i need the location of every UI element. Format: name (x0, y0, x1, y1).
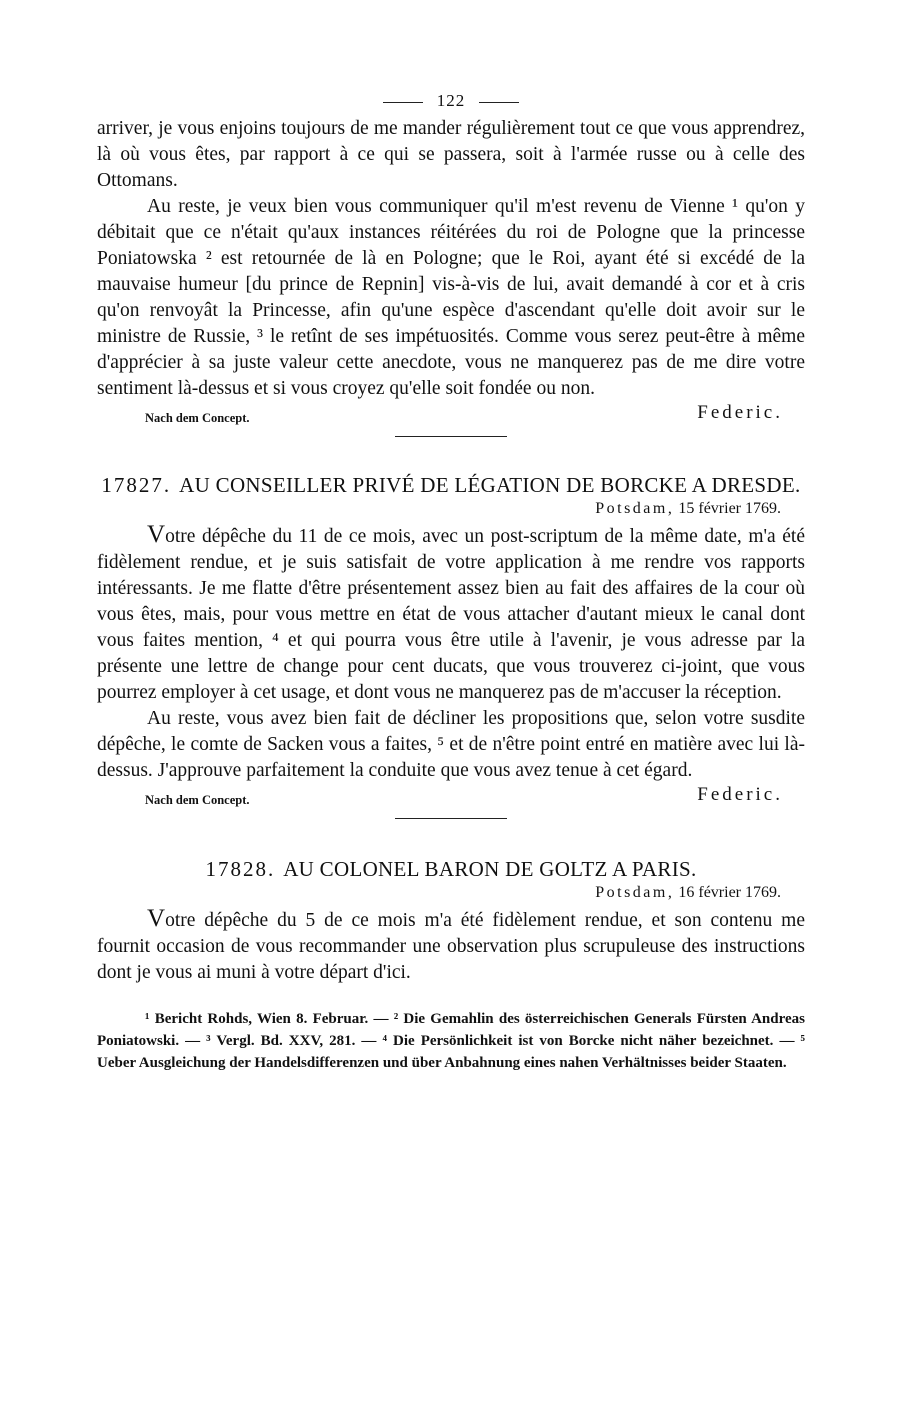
source-note: Nach dem Concept. (145, 411, 250, 425)
letter-paragraph: Votre dépêche du 11 de ce mois, avec un post-scriptum de la même date, m'a été fidèlement rendue, et je suis satisfait de votre application à me rendre vos rapports intéressants. Je me flatte d'être présentement assez bien au fait des affaires de la cour où vous êtes, mais, pour vous mettre en état de vous attacher d'autant mieux le canal dont vous faites mention, ⁴ et qui pourra vous être utile à l'avenir, je vous adresse par la présente une lettre de change pour cent ducats, que vous trouverez ci-joint, que vous pourrez employer à cet usage, et dont vous ne manquerez pas de m'accuser la réception. (97, 521, 805, 703)
letter-paragraph: Au reste, vous avez bien fait de décliner les propositions que, selon votre susdite dépêche, le comte de Sacken vous a faites, ⁵ et de n'être point entré en matière avec lui là-dessus. J'approuve parfaitement la conduite que vous avez tenue à cet égard. (97, 708, 805, 781)
letter-recipient: AU COLONEL BARON DE GOLTZ A PARIS. (283, 857, 697, 881)
dateline-place: Potsdam, (595, 884, 675, 901)
letter-paragraph: Votre dépêche du 5 de ce mois m'a été fidèlement rendue, et son contenu me fournit occasion de vous recommander une observation plus scrupuleuse des instructions dont je vous ai muni à votre départ d'ici. (97, 905, 805, 983)
page-number: 122 (436, 91, 466, 110)
dateline-date: 16 février 1769. (678, 884, 781, 901)
signature: Federic. (697, 784, 783, 805)
dateline-date: 15 février 1769. (678, 500, 781, 517)
letter-number: 17828. (205, 857, 276, 881)
continuation-paragraph: Au reste, je veux bien vous communiquer qu'il m'est revenu de Vienne ¹ qu'on y débitait que ce n'était qu'aux instances réitérées du roi de Pologne que la princesse Poniatowska ² est retournée de là en Pologne; que le Roi, ayant été si excédé de la mauvaise humeur [du prince de Repnin] vis-à-vis de lui, avait demandé à cor et à cris qu'on renvoyât la Princesse, afin qu'une espèce d'ascendant qu'elle doit avoir sur le ministre de Russie, ³ le retînt de ses impétuosités. Comme vous serez peut-être à même d'apprécier à sa juste valeur cette anecdote, vous ne manquerez pas de me dire votre sentiment là-dessus et si vous croyez qu'elle soit fondée ou non. (97, 196, 805, 399)
footnotes: ¹ Bericht Rohds, Wien 8. Februar. — ² Die Gemahlin des österreichischen Generals Fürsten Andreas Poniatowski. — ³ Vergl. Bd. XXV, 281. — ⁴ Die Persönlichkeit ist von Borcke nicht näher bezeichnet. — ⁵ Ueber Ausgleichung der Handelsdifferenzen und über Anbahnung eines nahen Verhältnisses beider Staaten. (97, 1011, 805, 1071)
signature-block (97, 402, 805, 432)
book-page (97, 86, 805, 1074)
signature: Federic. (697, 402, 783, 423)
source-note: Nach dem Concept. (145, 793, 250, 807)
page-header (97, 86, 805, 116)
dateline-place: Potsdam, (595, 500, 675, 517)
letter-recipient: AU CONSEILLER PRIVÉ DE LÉGATION DE BORCKE A DRESDE. (179, 473, 801, 497)
continuation-paragraph: arriver, je vous enjoins toujours de me mander régulièrement tout ce que vous apprendrez, là où vous êtes, par rapport à ce qui se passera, soit à l'armée russe ou à celle des Ottomans. (97, 118, 805, 191)
header-dash-right (479, 102, 519, 103)
dateline (97, 498, 805, 520)
dateline (97, 882, 805, 904)
letter-number: 17827. (101, 473, 172, 497)
letter-heading (97, 857, 805, 882)
signature-block (97, 784, 805, 814)
header-dash-left (383, 102, 423, 103)
letter-heading (97, 473, 805, 498)
